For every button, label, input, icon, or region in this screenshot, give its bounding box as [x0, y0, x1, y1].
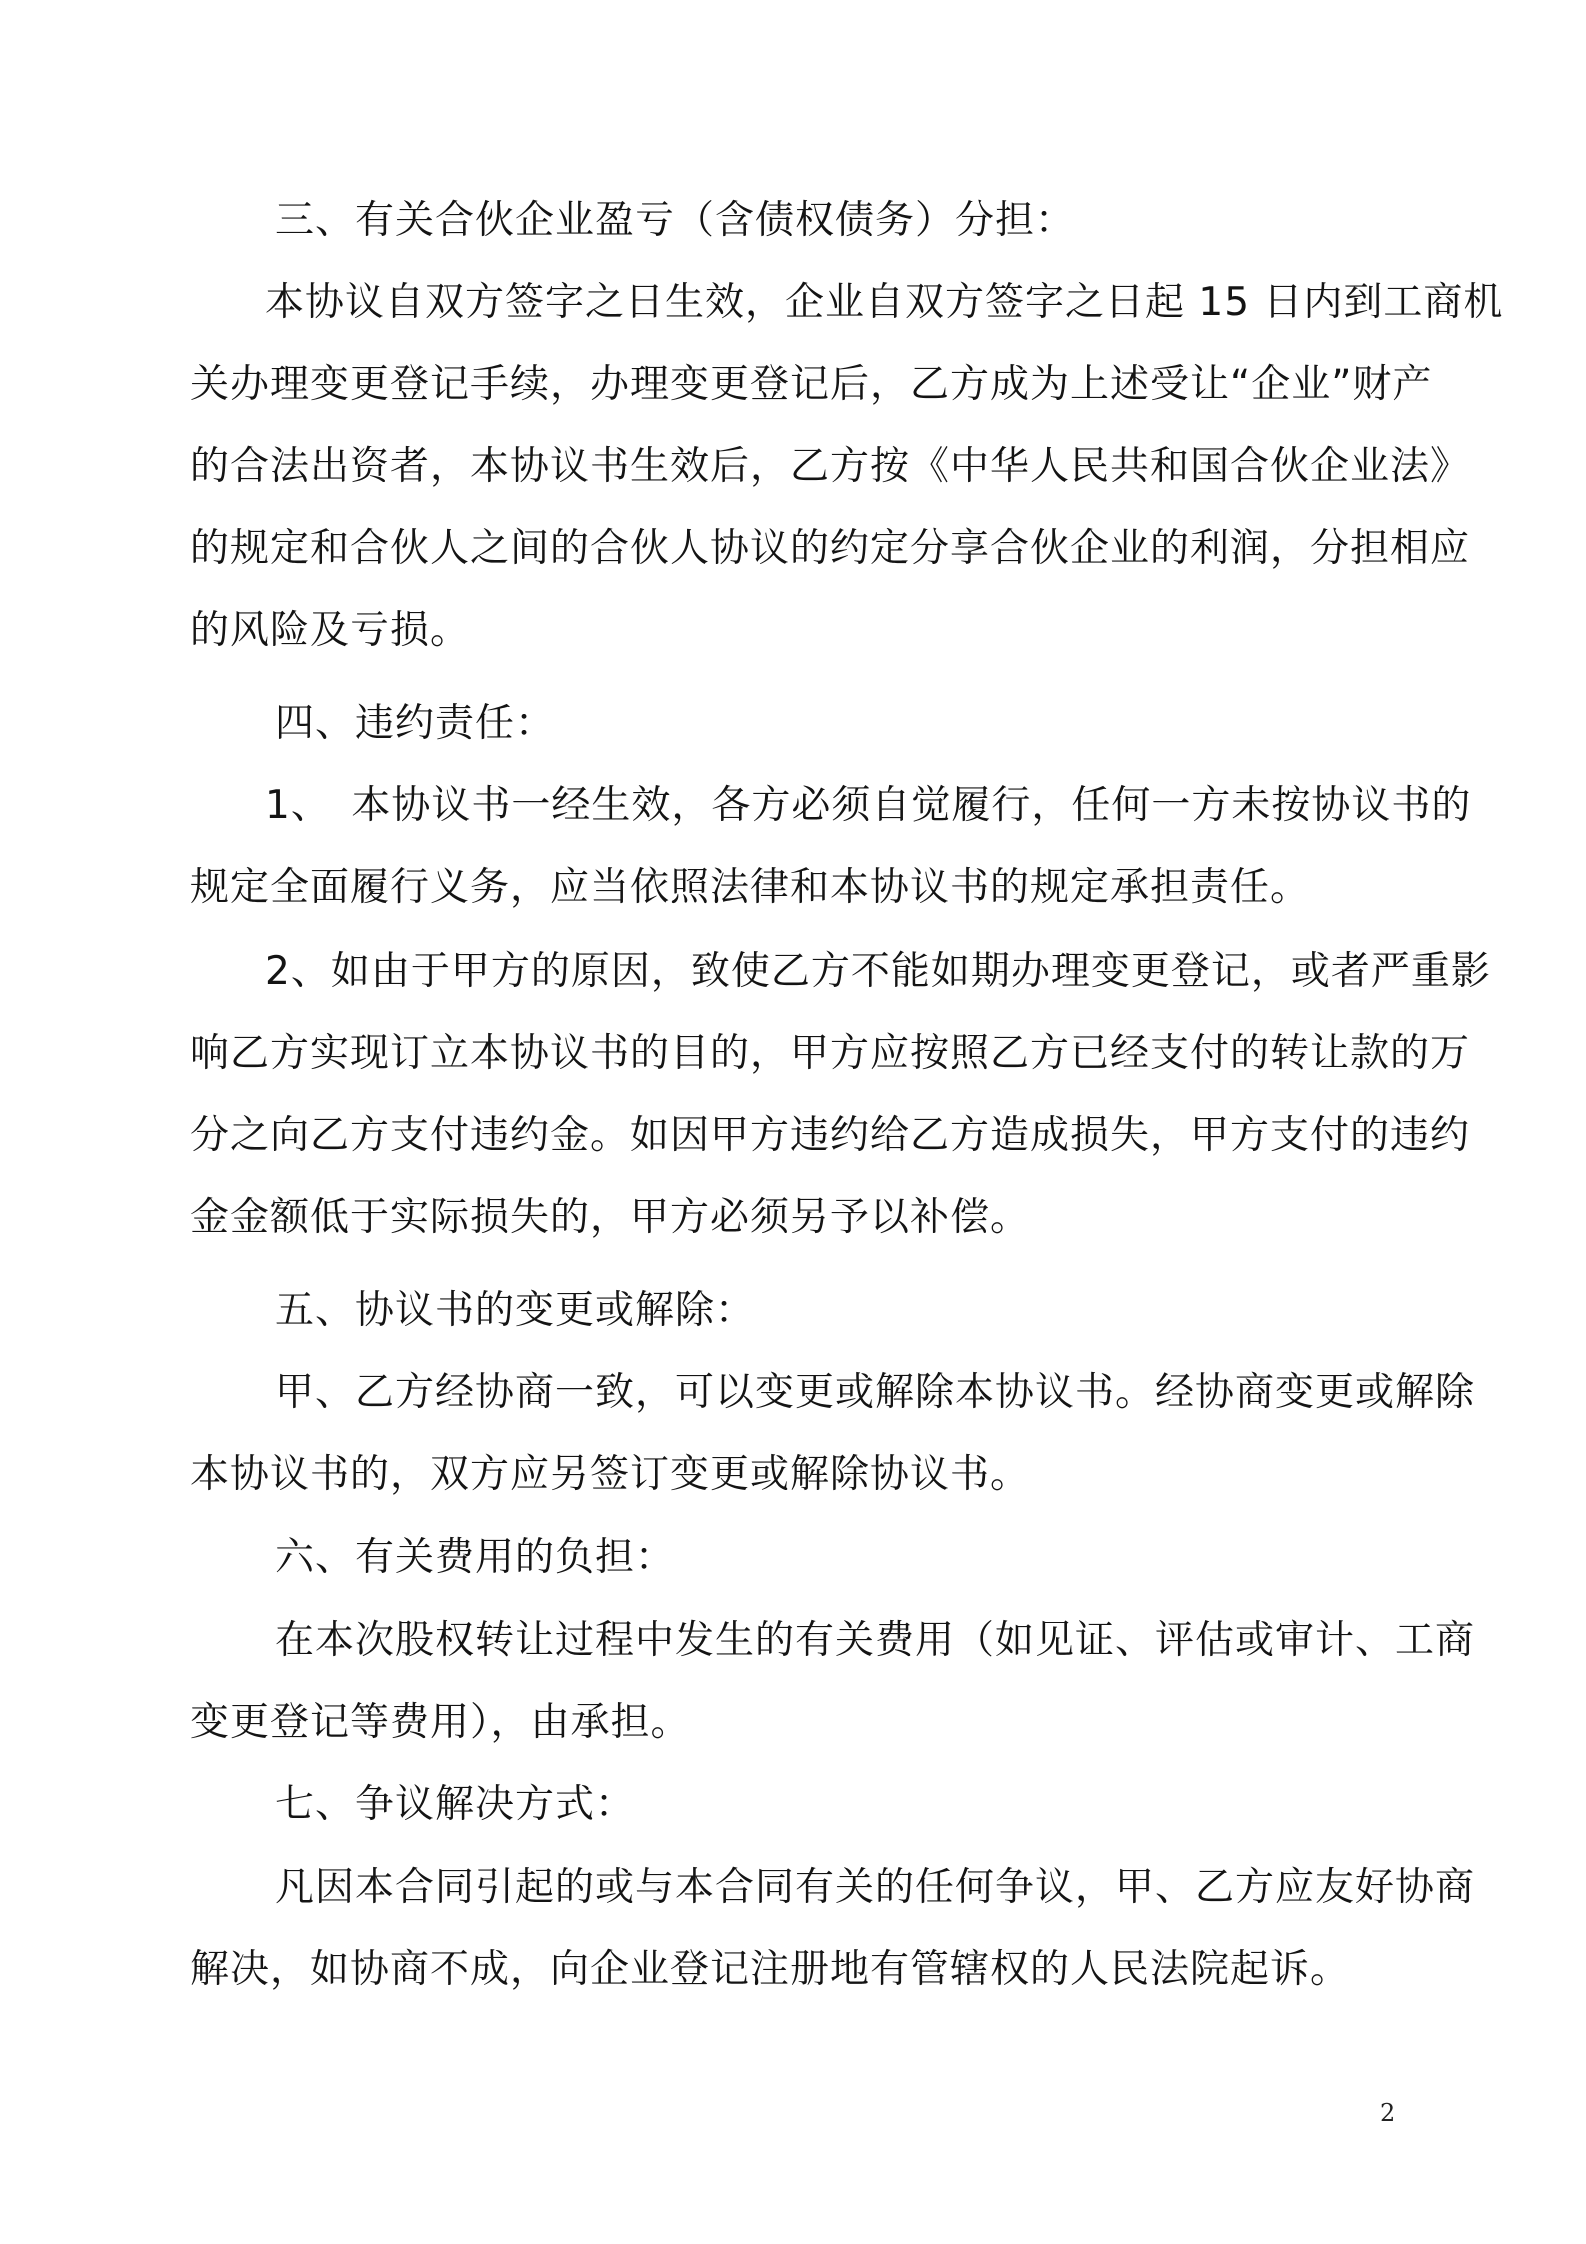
section-5-text-line-1: 甲、乙方经协商一致，可以变更或解除本协议书。经协商变更或解除 — [275, 1370, 1476, 1415]
section-3-text-line-1: 本协议自双方签字之日生效，企业自双方签字之日起 15 日内到工商机 — [265, 280, 1504, 325]
section-7-heading: 七、争议解决方式： — [275, 1782, 636, 1827]
section-7-text-line-2: 解决，如协商不成，向企业登记注册地有管辖权的人民法院起诉。 — [190, 1947, 1351, 1992]
section-4-item-2-line-4: 金金额低于实际损失的，甲方必须另予以补偿。 — [190, 1195, 1031, 1240]
section-5-text-line-2: 本协议书的，双方应另签订变更或解除协议书。 — [190, 1452, 1031, 1497]
section-4-item-2-line-2: 响乙方实现订立本协议书的目的，甲方应按照乙方已经支付的转让款的万 — [190, 1031, 1471, 1076]
section-7-text-line-1: 凡因本合同引起的或与本合同有关的任何争议，甲、乙方应友好协商 — [275, 1865, 1476, 1910]
page-number: 2 — [1380, 2099, 1396, 2127]
section-4-item-2-line-3: 分之向乙方支付违约金。如因甲方违约给乙方造成损失，甲方支付的违约 — [190, 1113, 1471, 1158]
section-4-item-1-line-2: 规定全面履行义务，应当依照法律和本协议书的规定承担责任。 — [190, 865, 1311, 910]
section-3-text-line-5: 的风险及亏损。 — [190, 608, 471, 653]
section-4-item-2-line-1: 2、如由于甲方的原因，致使乙方不能如期办理变更登记，或者严重影 — [265, 949, 1491, 994]
section-5-heading: 五、协议书的变更或解除： — [275, 1288, 756, 1333]
section-3-text-line-3: 的合法出资者，本协议书生效后，乙方按《中华人民共和国合伙企业法》 — [190, 444, 1471, 489]
section-3-heading: 三、有关合伙企业盈亏（含债权债务）分担： — [275, 198, 1076, 243]
section-3-text-line-2: 关办理变更登记手续，办理变更登记后，乙方成为上述受让“企业”财产 — [190, 362, 1433, 407]
section-4-item-1-line-1: 1、 本协议书一经生效，各方必须自觉履行，任何一方未按协议书的 — [265, 783, 1472, 828]
section-6-text-line-1: 在本次股权转让过程中发生的有关费用（如见证、评估或审计、工商 — [275, 1618, 1476, 1663]
section-6-heading: 六、有关费用的负担： — [275, 1535, 676, 1580]
section-6-text-line-2: 变更登记等费用），由承担。 — [190, 1700, 691, 1745]
section-3-text-line-4: 的规定和合伙人之间的合伙人协议的约定分享合伙企业的利润，分担相应 — [190, 526, 1471, 571]
section-4-heading: 四、违约责任： — [275, 701, 556, 746]
